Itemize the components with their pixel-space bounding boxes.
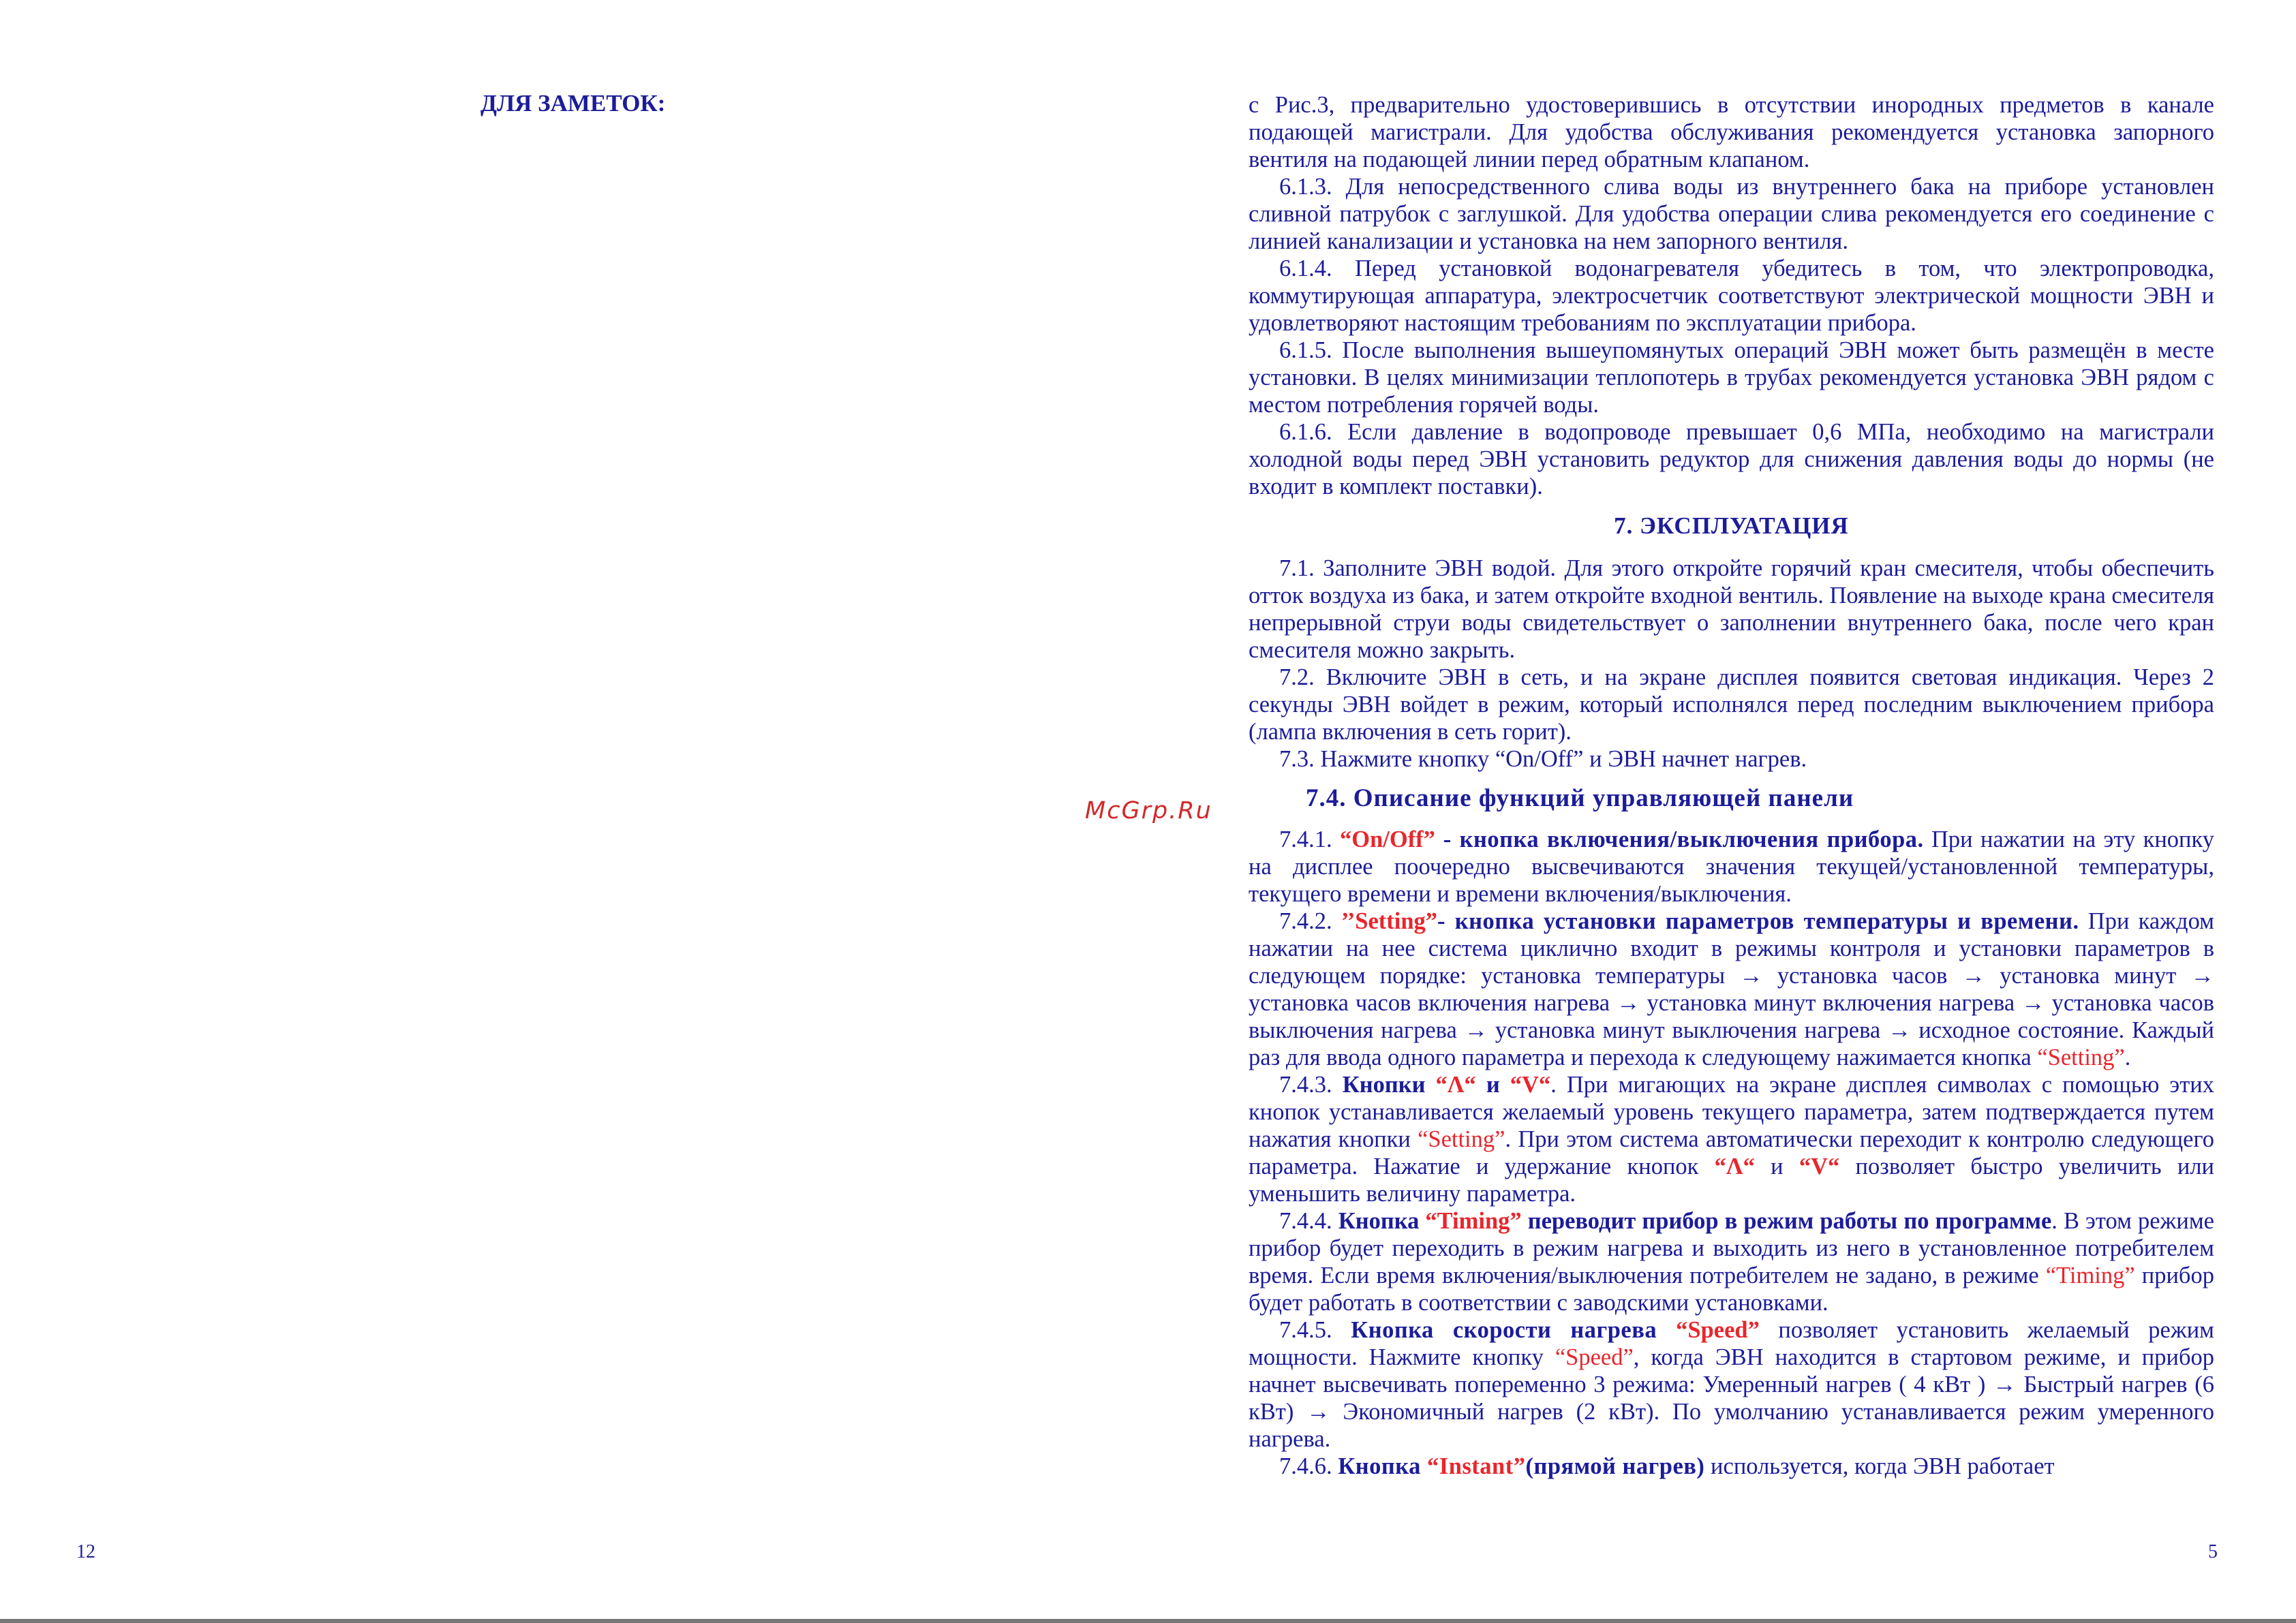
paragraph-7-1: 7.1. Заполните ЭВН водой. Для этого откройте горячий кран смесителя, чтобы обеспечить отток воздуха из бака, и затем откройте входной вентиль. Появление на выходе крана смесителя непрерывной струи воды свидетельствует о заполнении внутреннего бака, после чего кран смесителя можно закрыть. — [1249, 555, 2214, 663]
bold-text: (прямой нагрев) — [1525, 1453, 1705, 1479]
paragraph-7-4-3 — [1249, 1071, 2214, 1207]
paragraph-7-3: 7.3. Нажмите кнопку “On/Off” и ЭВН начнет нагрев. — [1279, 746, 1807, 772]
body-text: позволяет установить желаемый режим мощности. Нажмите кнопку — [1249, 1317, 2215, 1370]
bottom-bar — [0, 1619, 2296, 1623]
key-down: “V“ — [1510, 1072, 1551, 1098]
bold-text: Кнопка — [1338, 1208, 1426, 1234]
key-setting-ref: “Setting” — [1418, 1126, 1505, 1152]
paragraph-7-2: 7.2. Включите ЭВН в сеть, и на экране дисплея появится световая индикация. Через 2 секунды ЭВН войдет в режим, который исполнялся перед последним выключением прибора (лампа включения в сеть горит). — [1249, 664, 2214, 745]
paragraph-6-1-5: 6.1.5. После выполнения вышеупомянутых операций ЭВН может быть размещён в месте установки. В целях минимизации теплопотерь в трубах рекомендуется установка ЭВН рядом с местом потребления горячей воды. — [1249, 337, 2214, 418]
paragraph-6-1-3: 6.1.3. Для непосредственного слива воды из внутреннего бака на приборе установлен сливной патрубок с заглушкой. Для удобства операции слива рекомендуется его соединение с линией канализации и установка на нем запорного вентиля. — [1249, 174, 2214, 254]
right-page-text — [1249, 91, 2214, 1480]
body-text: используется, когда ЭВН работает — [1704, 1453, 2055, 1479]
paragraph-6-1-6: 6.1.6. Если давление в водопроводе превышает 0,6 МПа, необходимо на магистрали холодной воды перед ЭВН установить редуктор для снижения давления воды до нормы (не входит в комплект поставки). — [1249, 419, 2214, 499]
item-number: 7.4.2. — [1279, 908, 1341, 934]
bold-text: переводит прибор в режим работы по программе — [1521, 1208, 2052, 1234]
body-text: прибор будет работать в соответствии с заводскими установками. — [1249, 1263, 2214, 1316]
body-text: позволяет быстро увеличить или уменьшить величину параметра. — [1249, 1154, 2215, 1207]
key-up-ref: “Λ“ — [1714, 1154, 1755, 1179]
body-text: При каждом нажатии на нее система циклично входит в режимы контроля и установки параметров в следующем порядке: установка температуры → установка часов → установка минут → установка часов включения нагрева → установка минут включения нагрева → установка часов выключения нагрева → установка минут выключения нагрева → исходное состояние. Каждый раз для ввода одного параметра и перехода к следующему нажимается кнопка — [1249, 908, 2214, 1070]
bold-text: Кнопка скорости нагрева — [1351, 1317, 1677, 1343]
key-down-ref: “V“ — [1798, 1154, 1840, 1179]
item-number: 7.4.1. — [1279, 826, 1340, 852]
key-speed-ref: “Speed” — [1555, 1344, 1634, 1370]
key-timing: “Timing” — [1425, 1208, 1522, 1234]
key-up: “Λ“ — [1435, 1072, 1476, 1098]
key-on-off: “On/Off” — [1340, 826, 1435, 852]
page-number-right: 5 — [2208, 1541, 2218, 1562]
key-setting-ref: “Setting” — [2037, 1045, 2125, 1070]
item-number: 7.4.6. — [1279, 1453, 1338, 1479]
paragraph-6-1-4: 6.1.4. Перед установкой водонагревателя убедитесь в том, что электропроводка, коммутирующая аппаратура, электросчетчик соответствуют электрической мощности ЭВН и удовлетворяют настоящим требованиям по эксплуатации прибора. — [1249, 256, 2214, 336]
body-text: При нажатии на эту кнопку на дисплее поочередно высвечиваются значения текущей/установленной температуры, текущего времени и времени включения/выключения. — [1249, 826, 2215, 907]
bold-text: - кнопка включения/выключения прибора. — [1435, 826, 1924, 852]
paragraph-7-4-4 — [1249, 1207, 2214, 1316]
body-text: . При мигающих на экране дисплея символах с помощью этих кнопок устанавливается желаемый уровень текущего параметра, затем подтверждается путем нажатия кнопки — [1249, 1072, 2214, 1152]
paragraph-7-4-2 — [1249, 908, 2214, 1071]
bold-text: Кнопки — [1342, 1072, 1436, 1098]
body-text: , когда ЭВН находится в стартовом режиме, и прибор начнет высвечивать попеременно 3 режима: Умеренный нагрев ( 4 кВт ) → Быстрый нагрев (6 кВт) → Экономичный нагрев (2 кВт). По умолчанию устанавливается режим умеренного нагрева. — [1249, 1344, 2214, 1452]
section-7-title: 7. ЭКСПЛУАТАЦИЯ — [1614, 512, 1849, 539]
key-timing-ref: “Timing” — [2045, 1263, 2135, 1288]
key-speed: “Speed” — [1676, 1317, 1760, 1343]
watermark: McGrp.Ru — [1085, 797, 1212, 824]
section-7-4-title: 7.4. Описание функций управляющей панели — [1306, 784, 1854, 812]
paragraph-7-4-6 — [1249, 1453, 2214, 1480]
item-number: 7.4.5. — [1279, 1317, 1351, 1343]
key-instant: “Instant” — [1427, 1453, 1526, 1479]
item-number: 7.4.4. — [1279, 1208, 1338, 1234]
bold-text: и — [1475, 1072, 1510, 1098]
notes-title: ДЛЯ ЗАМЕТОК: — [480, 90, 666, 117]
intro-paragraph: с Рис.3, предварительно удостоверившись в отсутствии инородных предметов в канале подающей магистрали. Для удобства обслуживания рекомендуется установка запорного вентиля на подающей линии перед обратным клапаном. — [1249, 92, 2214, 172]
body-text: и — [1754, 1154, 1799, 1179]
bold-text: - кнопка установки параметров температуры и времени. — [1437, 908, 2079, 934]
body-text: . При этом система автоматически переходит к контролю следующего параметра. Нажатие и удержание кнопок — [1249, 1126, 2214, 1179]
page-number-left: 12 — [76, 1541, 95, 1562]
body-text: . В этом режиме прибор будет переходить в режим нагрева и выходить из него в установленное потребителем время. Если время включения/выключения потребителем не задано, в режиме — [1249, 1208, 2214, 1288]
end-text: . — [2124, 1045, 2131, 1070]
paragraph-7-4-5 — [1249, 1316, 2214, 1453]
item-number: 7.4.3. — [1279, 1072, 1343, 1098]
key-setting: ’’Setting” — [1341, 908, 1438, 934]
bold-text: Кнопка — [1338, 1453, 1428, 1479]
paragraph-7-4-1 — [1249, 826, 2214, 908]
